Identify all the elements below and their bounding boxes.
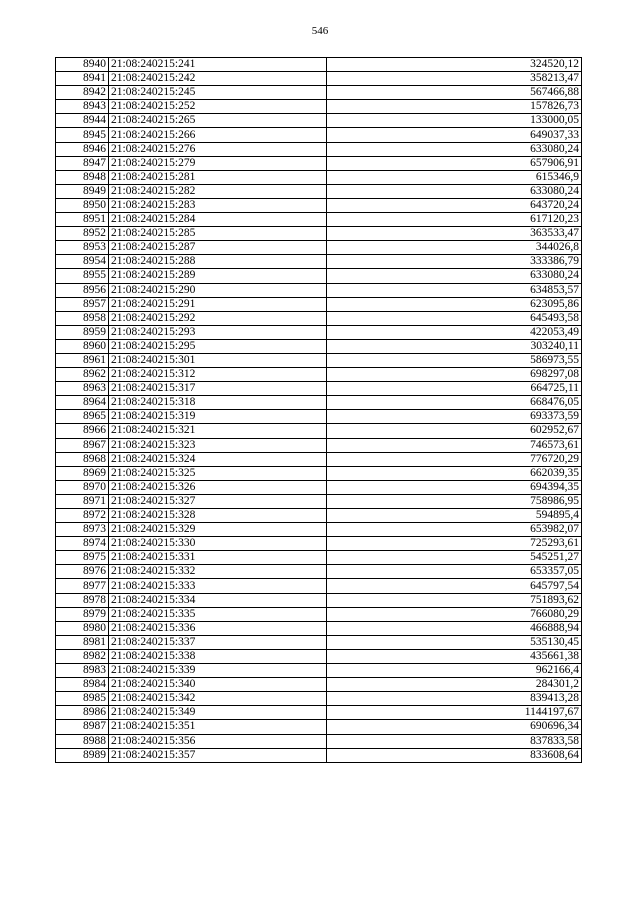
row-number-cell: 8970: [56, 480, 109, 494]
row-number-cell: 8980: [56, 621, 109, 635]
row-number-cell: 8981: [56, 635, 109, 649]
table-row: [56, 170, 582, 184]
cadastral-number-cell: 21:08:240215:339: [109, 664, 327, 678]
table-row: [56, 424, 582, 438]
cadastral-number-cell: 21:08:240215:276: [109, 142, 327, 156]
table-row: [56, 523, 582, 537]
cadastral-value-cell: 633080,24: [327, 184, 582, 198]
page-number: 546: [311, 25, 329, 37]
row-number-cell: 8988: [56, 734, 109, 748]
row-number-cell: 8966: [56, 424, 109, 438]
cadastral-value-cell: 766080,29: [327, 607, 582, 621]
row-number-cell: 8948: [56, 170, 109, 184]
cadastral-value-cell: 633080,24: [327, 142, 582, 156]
row-number-cell: 8946: [56, 142, 109, 156]
row-number-cell: 8945: [56, 128, 109, 142]
cadastral-value-cell: 324520,12: [327, 58, 582, 72]
cadastral-value-cell: 633080,24: [327, 269, 582, 283]
cadastral-number-cell: 21:08:240215:287: [109, 241, 327, 255]
table-row: [56, 706, 582, 720]
cadastral-value-cell: 157826,73: [327, 100, 582, 114]
cadastral-value-cell: 594895,4: [327, 509, 582, 523]
cadastral-value-cell: 586973,55: [327, 353, 582, 367]
cadastral-value-cell: 653982,07: [327, 523, 582, 537]
row-number-cell: 8963: [56, 382, 109, 396]
cadastral-value-cell: 839413,28: [327, 692, 582, 706]
table-row: [56, 86, 582, 100]
cadastral-number-cell: 21:08:240215:333: [109, 579, 327, 593]
cadastral-number-cell: 21:08:240215:301: [109, 353, 327, 367]
cadastral-value-cell: 776720,29: [327, 452, 582, 466]
cadastral-number-cell: 21:08:240215:330: [109, 537, 327, 551]
table-row: [56, 297, 582, 311]
table-row: [56, 241, 582, 255]
row-number-cell: 8955: [56, 269, 109, 283]
cadastral-number-cell: 21:08:240215:335: [109, 607, 327, 621]
cadastral-value-cell: 1144197,67: [327, 706, 582, 720]
cadastral-value-cell: 693373,59: [327, 410, 582, 424]
cadastral-value-cell: 649037,33: [327, 128, 582, 142]
table-row: [56, 678, 582, 692]
table-row: [56, 579, 582, 593]
cadastral-number-cell: 21:08:240215:326: [109, 480, 327, 494]
row-number-cell: 8940: [56, 58, 109, 72]
cadastral-number-cell: 21:08:240215:293: [109, 325, 327, 339]
cadastral-value-cell: 657906,91: [327, 156, 582, 170]
row-number-cell: 8983: [56, 664, 109, 678]
cadastral-value-cell: 698297,08: [327, 368, 582, 382]
cadastral-value-cell: 645797,54: [327, 579, 582, 593]
row-number-cell: 8987: [56, 720, 109, 734]
row-number-cell: 8984: [56, 678, 109, 692]
cadastral-value-cell: 363533,47: [327, 227, 582, 241]
cadastral-number-cell: 21:08:240215:317: [109, 382, 327, 396]
cadastral-value-cell: 303240,11: [327, 339, 582, 353]
table-row: [56, 353, 582, 367]
table-row: [56, 142, 582, 156]
row-number-cell: 8954: [56, 255, 109, 269]
row-number-cell: 8985: [56, 692, 109, 706]
table-row: [56, 156, 582, 170]
row-number-cell: 8969: [56, 466, 109, 480]
row-number-cell: 8972: [56, 509, 109, 523]
row-number-cell: 8968: [56, 452, 109, 466]
row-number-cell: 8958: [56, 311, 109, 325]
row-number-cell: 8964: [56, 396, 109, 410]
row-number-cell: 8982: [56, 649, 109, 663]
row-number-cell: 8974: [56, 537, 109, 551]
row-number-cell: 8949: [56, 184, 109, 198]
row-number-cell: 8971: [56, 494, 109, 508]
cadastral-value-cell: 653357,05: [327, 565, 582, 579]
table-row: [56, 100, 582, 114]
row-number-cell: 8953: [56, 241, 109, 255]
cadastral-value-cell: 690696,34: [327, 720, 582, 734]
table-row: [56, 734, 582, 748]
row-number-cell: 8956: [56, 283, 109, 297]
table-row: [56, 480, 582, 494]
cadastral-number-cell: 21:08:240215:325: [109, 466, 327, 480]
table-row: [56, 410, 582, 424]
row-number-cell: 8973: [56, 523, 109, 537]
cadastral-number-cell: 21:08:240215:332: [109, 565, 327, 579]
cadastral-number-cell: 21:08:240215:283: [109, 198, 327, 212]
cadastral-number-cell: 21:08:240215:265: [109, 114, 327, 128]
cadastral-number-cell: 21:08:240215:331: [109, 551, 327, 565]
table-row: [56, 537, 582, 551]
table-row: [56, 128, 582, 142]
cadastral-number-cell: 21:08:240215:245: [109, 86, 327, 100]
cadastral-number-cell: 21:08:240215:242: [109, 72, 327, 86]
cadastral-value-cell: 758986,95: [327, 494, 582, 508]
cadastral-value-cell: 833608,64: [327, 748, 582, 762]
cadastral-value-cell: 435661,38: [327, 649, 582, 663]
row-number-cell: 8989: [56, 748, 109, 762]
table-row: [56, 438, 582, 452]
table-row: [56, 325, 582, 339]
cadastral-number-cell: 21:08:240215:292: [109, 311, 327, 325]
cadastral-number-cell: 21:08:240215:351: [109, 720, 327, 734]
cadastral-number-cell: 21:08:240215:318: [109, 396, 327, 410]
cadastral-number-cell: 21:08:240215:321: [109, 424, 327, 438]
cadastral-number-cell: 21:08:240215:281: [109, 170, 327, 184]
row-number-cell: 8975: [56, 551, 109, 565]
cadastral-value-cell: 751893,62: [327, 593, 582, 607]
cadastral-number-cell: 21:08:240215:291: [109, 297, 327, 311]
cadastral-value-cell: 962166,4: [327, 664, 582, 678]
row-number-cell: 8965: [56, 410, 109, 424]
cadastral-value-cell: 837833,58: [327, 734, 582, 748]
cadastral-number-cell: 21:08:240215:349: [109, 706, 327, 720]
cadastral-number-cell: 21:08:240215:285: [109, 227, 327, 241]
table-row: [56, 692, 582, 706]
cadastral-number-cell: 21:08:240215:340: [109, 678, 327, 692]
cadastral-number-cell: 21:08:240215:327: [109, 494, 327, 508]
cadastral-value-cell: 617120,23: [327, 213, 582, 227]
cadastral-value-cell: 746573,61: [327, 438, 582, 452]
row-number-cell: 8959: [56, 325, 109, 339]
row-number-cell: 8951: [56, 213, 109, 227]
cadastral-number-cell: 21:08:240215:288: [109, 255, 327, 269]
row-number-cell: 8944: [56, 114, 109, 128]
row-number-cell: 8962: [56, 368, 109, 382]
table-row: [56, 198, 582, 212]
cadastral-number-cell: 21:08:240215:312: [109, 368, 327, 382]
cadastral-value-cell: 694394,35: [327, 480, 582, 494]
table-row: [56, 593, 582, 607]
cadastral-value-cell: 133000,05: [327, 114, 582, 128]
cadastral-value-cell: 535130,45: [327, 635, 582, 649]
cadastral-number-cell: 21:08:240215:342: [109, 692, 327, 706]
table-row: [56, 664, 582, 678]
cadastral-value-cell: 333386,79: [327, 255, 582, 269]
cadastral-value-cell: 358213,47: [327, 72, 582, 86]
cadastral-value-cell: 643720,24: [327, 198, 582, 212]
table-row: [56, 621, 582, 635]
cadastral-number-cell: 21:08:240215:282: [109, 184, 327, 198]
table-row: [56, 283, 582, 297]
row-number-cell: 8976: [56, 565, 109, 579]
cadastral-number-cell: 21:08:240215:241: [109, 58, 327, 72]
cadastral-number-cell: 21:08:240215:334: [109, 593, 327, 607]
cadastral-value-cell: 634853,57: [327, 283, 582, 297]
cadastral-number-cell: 21:08:240215:290: [109, 283, 327, 297]
table-row: [56, 339, 582, 353]
table-row: [56, 494, 582, 508]
table-row: [56, 227, 582, 241]
row-number-cell: 8979: [56, 607, 109, 621]
table-row: [56, 396, 582, 410]
cadastral-value-cell: 344026,8: [327, 241, 582, 255]
cadastral-value-table: [55, 57, 582, 763]
row-number-cell: 8952: [56, 227, 109, 241]
table-row: [56, 720, 582, 734]
table-row: [56, 649, 582, 663]
cadastral-number-cell: 21:08:240215:329: [109, 523, 327, 537]
cadastral-value-cell: 645493,58: [327, 311, 582, 325]
table-row: [56, 213, 582, 227]
cadastral-number-cell: 21:08:240215:357: [109, 748, 327, 762]
row-number-cell: 8957: [56, 297, 109, 311]
row-number-cell: 8978: [56, 593, 109, 607]
table-row: [56, 72, 582, 86]
table-row: [56, 255, 582, 269]
table-row: [56, 269, 582, 283]
table-row: [56, 58, 582, 72]
cadastral-value-cell: 602952,67: [327, 424, 582, 438]
table-row: [56, 184, 582, 198]
row-number-cell: 8942: [56, 86, 109, 100]
table-row: [56, 311, 582, 325]
cadastral-value-cell: 664725,11: [327, 382, 582, 396]
cadastral-number-cell: 21:08:240215:319: [109, 410, 327, 424]
cadastral-value-cell: 623095,86: [327, 297, 582, 311]
cadastral-number-cell: 21:08:240215:266: [109, 128, 327, 142]
cadastral-number-cell: 21:08:240215:324: [109, 452, 327, 466]
table-row: [56, 382, 582, 396]
row-number-cell: 8943: [56, 100, 109, 114]
table-row: [56, 748, 582, 762]
cadastral-number-cell: 21:08:240215:295: [109, 339, 327, 353]
cadastral-value-cell: 725293,61: [327, 537, 582, 551]
cadastral-value-cell: 545251,27: [327, 551, 582, 565]
cadastral-number-cell: 21:08:240215:252: [109, 100, 327, 114]
cadastral-number-cell: 21:08:240215:338: [109, 649, 327, 663]
table-row: [56, 509, 582, 523]
table-row: [56, 114, 582, 128]
row-number-cell: 8950: [56, 198, 109, 212]
cadastral-value-cell: 284301,2: [327, 678, 582, 692]
cadastral-value-cell: 422053,49: [327, 325, 582, 339]
cadastral-value-cell: 615346,9: [327, 170, 582, 184]
table-row: [56, 565, 582, 579]
cadastral-value-cell: 567466,88: [327, 86, 582, 100]
cadastral-value-cell: 662039,35: [327, 466, 582, 480]
cadastral-value-cell: 466888,94: [327, 621, 582, 635]
cadastral-value-cell: 668476,05: [327, 396, 582, 410]
cadastral-number-cell: 21:08:240215:356: [109, 734, 327, 748]
cadastral-number-cell: 21:08:240215:337: [109, 635, 327, 649]
table-row: [56, 466, 582, 480]
cadastral-number-cell: 21:08:240215:289: [109, 269, 327, 283]
row-number-cell: 8961: [56, 353, 109, 367]
cadastral-number-cell: 21:08:240215:284: [109, 213, 327, 227]
row-number-cell: 8977: [56, 579, 109, 593]
cadastral-number-cell: 21:08:240215:336: [109, 621, 327, 635]
table-row: [56, 607, 582, 621]
row-number-cell: 8967: [56, 438, 109, 452]
cadastral-number-cell: 21:08:240215:323: [109, 438, 327, 452]
cadastral-number-cell: 21:08:240215:279: [109, 156, 327, 170]
table-body: [56, 58, 582, 763]
table-row: [56, 635, 582, 649]
cadastral-number-cell: 21:08:240215:328: [109, 509, 327, 523]
row-number-cell: 8941: [56, 72, 109, 86]
row-number-cell: 8960: [56, 339, 109, 353]
table-row: [56, 551, 582, 565]
row-number-cell: 8947: [56, 156, 109, 170]
table-row: [56, 452, 582, 466]
row-number-cell: 8986: [56, 706, 109, 720]
table-row: [56, 368, 582, 382]
